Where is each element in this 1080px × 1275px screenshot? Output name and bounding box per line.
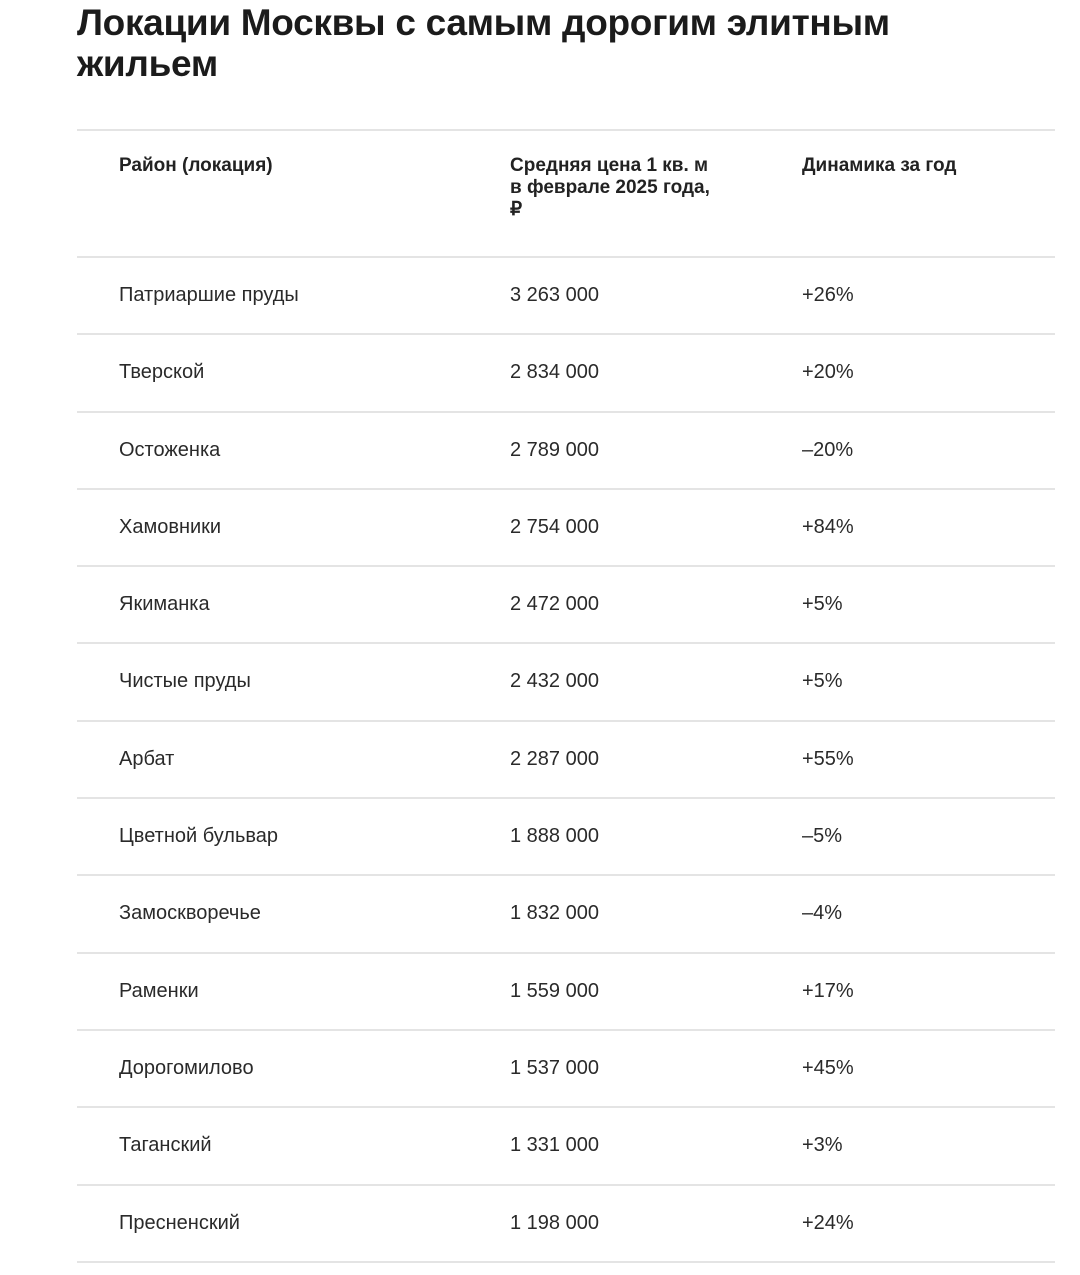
table-row <box>77 490 1055 567</box>
district-cell: Тверской <box>119 361 205 384</box>
price-cell: 2 432 000 <box>510 670 599 693</box>
table-row <box>77 335 1055 412</box>
table-row <box>77 1186 1055 1263</box>
dynamics-cell: +5% <box>802 670 843 693</box>
district-cell: Дорогомилово <box>119 1056 254 1079</box>
dynamics-cell: +45% <box>802 1056 854 1079</box>
table-row <box>77 722 1055 799</box>
district-cell: Таганский <box>119 1134 212 1157</box>
district-cell: Раменки <box>119 979 199 1002</box>
price-cell: 1 198 000 <box>510 1211 599 1234</box>
dynamics-cell: –5% <box>802 825 843 848</box>
district-cell: Цветной бульвар <box>119 825 279 848</box>
table-row <box>77 799 1055 876</box>
district-cell: Пресненский <box>119 1211 240 1234</box>
price-cell: 2 472 000 <box>510 593 599 616</box>
header-district: Район (локация) <box>119 155 273 176</box>
dynamics-cell: +26% <box>802 284 854 306</box>
dynamics-cell: +5% <box>802 593 843 616</box>
dynamics-cell: +55% <box>802 747 854 770</box>
price-cell: 1 559 000 <box>510 979 599 1002</box>
header-price: Средняя цена 1 кв. м в феврале 2025 года, ₽ <box>510 155 710 220</box>
price-cell: 1 888 000 <box>510 825 599 848</box>
dynamics-cell: +17% <box>802 979 854 1002</box>
district-cell: Патриаршие пруды <box>119 284 299 306</box>
price-cell: 3 263 000 <box>510 284 599 306</box>
table-row <box>77 876 1055 953</box>
price-cell: 1 537 000 <box>510 1056 599 1079</box>
district-cell: Хамовники <box>119 515 222 538</box>
table-row <box>77 258 1055 335</box>
price-cell: 2 789 000 <box>510 438 599 461</box>
district-cell: Арбат <box>119 747 175 770</box>
table-row <box>77 954 1055 1031</box>
district-cell: Остоженка <box>119 438 221 461</box>
dynamics-cell: –20% <box>802 438 854 461</box>
table-row <box>77 1031 1055 1108</box>
header-dynamics: Динамика за год <box>802 155 957 176</box>
page-title: Локации Москвы с самым дорогим элитным жильем <box>77 2 890 84</box>
price-table <box>77 129 1055 1263</box>
price-cell: 2 754 000 <box>510 515 599 538</box>
district-cell: Чистые пруды <box>119 670 251 693</box>
district-cell: Якиманка <box>119 593 210 616</box>
district-cell: Замоскворечье <box>119 902 261 925</box>
price-cell: 1 331 000 <box>510 1134 599 1157</box>
dynamics-cell: +3% <box>802 1134 843 1157</box>
dynamics-cell: –4% <box>802 902 843 925</box>
dynamics-cell: +20% <box>802 361 854 384</box>
dynamics-cell: +84% <box>802 515 854 538</box>
table-header <box>77 129 1055 258</box>
price-cell: 1 832 000 <box>510 902 599 925</box>
table-row <box>77 567 1055 644</box>
table-row <box>77 1108 1055 1185</box>
price-cell: 2 287 000 <box>510 747 599 770</box>
table-row <box>77 413 1055 490</box>
table-row <box>77 644 1055 721</box>
price-cell: 2 834 000 <box>510 361 599 384</box>
dynamics-cell: +24% <box>802 1211 854 1234</box>
